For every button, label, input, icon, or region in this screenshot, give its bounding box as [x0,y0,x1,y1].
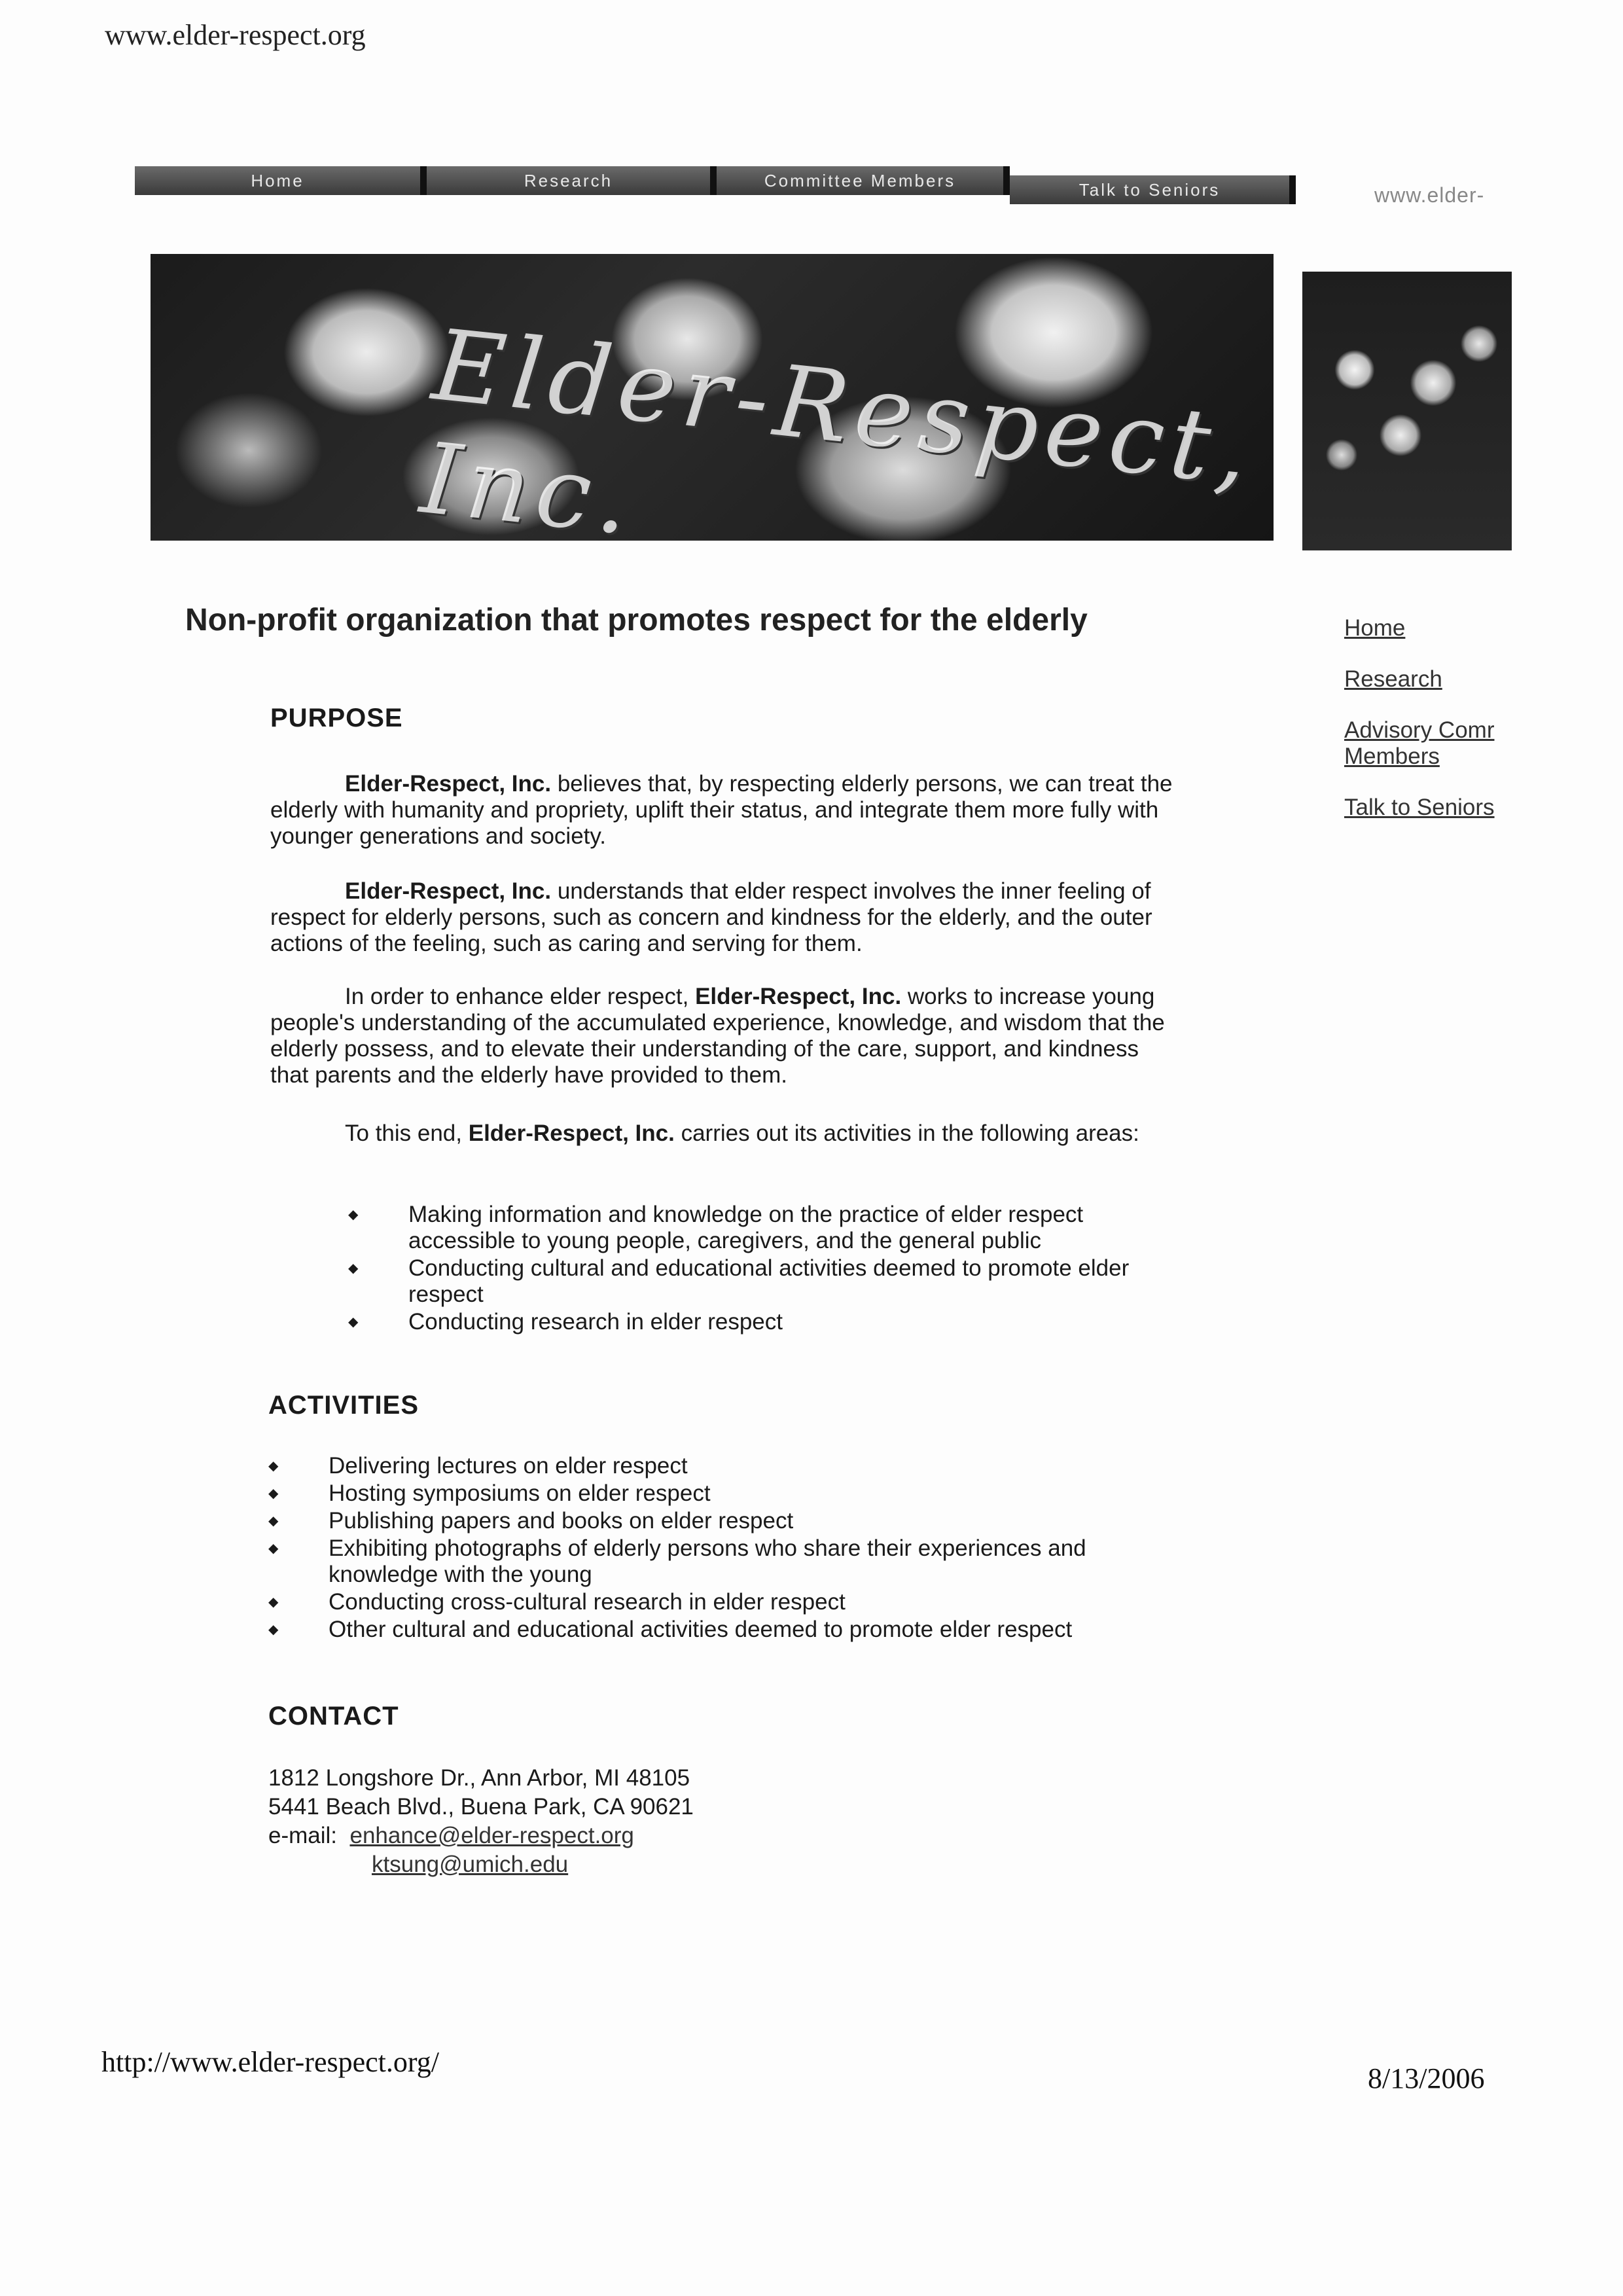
purpose-paragraph-2 [270,878,1180,957]
list-item: ◆ Exhibiting photographs of elderly persons who share their experiences and knowledge with the young [268,1535,1185,1588]
address-line: 1812 Longshore Dr., Ann Arbor, MI 48105 [268,1765,690,1791]
nav-tab-committee-members[interactable]: Committee Members [717,166,1010,195]
print-header-url: www.elder-respect.org [105,19,366,51]
top-nav-bar [135,164,1296,204]
email-row [268,1821,694,1850]
email-link-ktsung[interactable]: ktsung@umich.edu [372,1852,569,1877]
list-item: ◆ Conducting cross-cultural research in elder respect [268,1589,1185,1615]
org-name: Elder-Respect, Inc. [695,984,902,1009]
org-name: Elder-Respect, Inc. [345,878,552,904]
sidebar-link-talk-to-seniors[interactable]: Talk to Seniors [1344,795,1495,820]
org-name: Elder-Respect, Inc. [345,771,552,797]
purpose-paragraph-1 [270,771,1180,850]
paragraph-text: understands that elder respect involves the inner feeling of respect for elderly persons, such as concern and kindness for the elderly, and the outer actions of the feeling, such as caring and serving for them. [270,878,1152,956]
list-item: ◆ Other cultural and educational activities deemed to promote elder respect [268,1617,1185,1643]
sidebar-link-advisory-members[interactable]: Advisory Comr Members [1344,717,1495,769]
list-item: ◆ Hosting symposiums on elder respect [268,1480,1185,1507]
list-item: ◆ Conducting research in elder respect [348,1309,1186,1335]
paragraph-text: To this end, [345,1121,469,1146]
purpose-paragraph-4 [270,1121,1180,1147]
paragraph-text: works to increase young people's understanding of the accumulated experience, knowledge, and wisdom that the elderly possess, and to elevate their understanding of the care, support, and kindness that parents and the elderly have provided to them. [270,984,1165,1088]
sidebar-nav [1344,615,1541,846]
address-line: 5441 Beach Blvd., Buena Park, CA 90621 [268,1794,694,1820]
purpose-heading: PURPOSE [270,704,403,732]
purpose-areas-list [348,1202,1186,1336]
banner-image [151,254,1274,558]
side-flower-image [1302,272,1512,550]
truncated-side-url: www.elder- [1374,183,1485,207]
activities-heading: ACTIVITIES [268,1391,419,1420]
list-item: ◆ Publishing papers and books on elder respect [268,1508,1185,1534]
purpose-paragraph-3 [270,984,1180,1088]
activities-list [268,1453,1185,1644]
list-item: ◆ Conducting cultural and educational activities deemed to promote elder respect [348,1255,1186,1308]
banner-logo-text: Elder-Respect, Inc. [416,308,1260,558]
contact-block [268,1764,694,1879]
nav-tab-home[interactable]: Home [135,166,427,195]
sidebar-link-home[interactable]: Home [1344,615,1406,641]
org-name: Elder-Respect, Inc. [468,1121,675,1146]
paragraph-text: carries out its activities in the following areas: [674,1121,1139,1146]
paragraph-text: believes that, by respecting elderly persons, we can treat the elderly with humanity and propriety, uplift their status, and integrate them more fully with younger generations and society. [270,771,1173,849]
sidebar-link-research[interactable]: Research [1344,666,1442,692]
list-item: ◆ Delivering lectures on elder respect [268,1453,1185,1479]
paragraph-text: In order to enhance elder respect, [345,984,696,1009]
print-footer-url: http://www.elder-respect.org/ [101,2046,439,2078]
email-link-enhance[interactable]: enhance@elder-respect.org [349,1823,634,1848]
page-tagline: Non-profit organization that promotes respect for the elderly [185,603,1088,637]
list-item: ◆ Making information and knowledge on the practice of elder respect accessible to young people, caregivers, and the general public [348,1202,1186,1254]
email-label: e-mail: [268,1823,338,1848]
print-footer-date: 8/13/2006 [1368,2062,1485,2094]
nav-tab-talk-to-seniors[interactable]: Talk to Seniors [1010,175,1296,204]
nav-tab-research[interactable]: Research [427,166,717,195]
contact-heading: CONTACT [268,1702,399,1731]
